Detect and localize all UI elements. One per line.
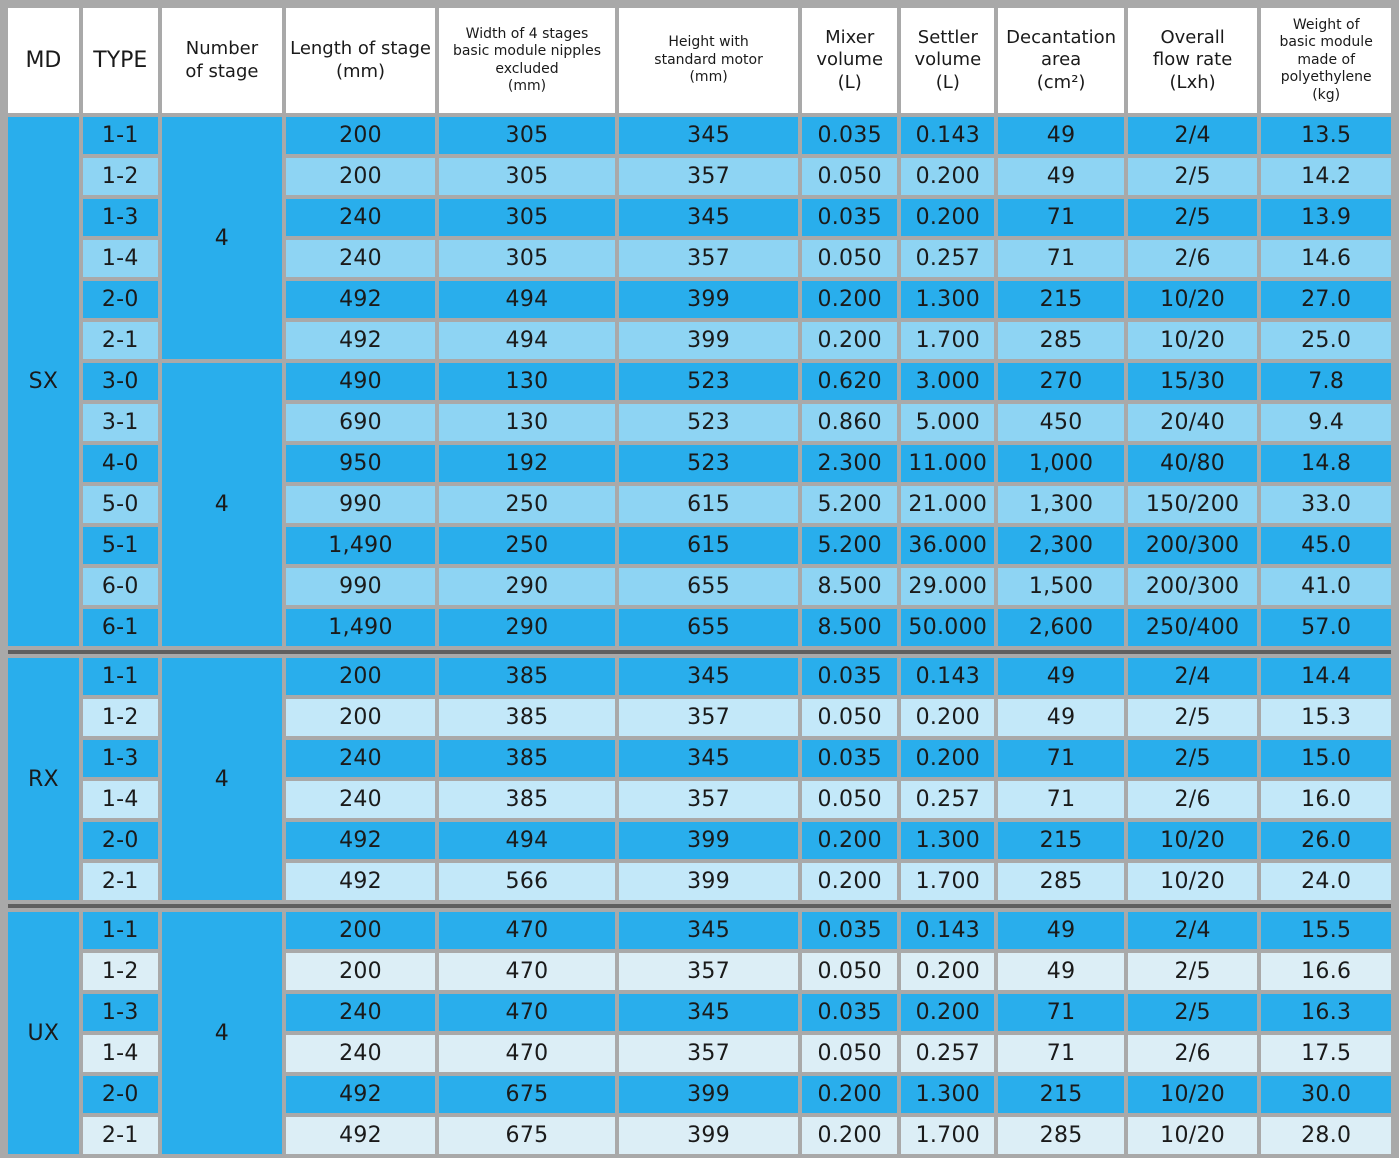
cell-mixer: 8.500 [802,568,897,605]
cell-mixer: 0.050 [802,240,897,277]
cell-length: 200 [286,117,435,154]
cell-type: 1-3 [83,740,158,777]
cell-settler: 5.000 [901,404,994,441]
cell-width: 675 [439,1117,615,1154]
cell-num-stage: 4 [162,912,282,1154]
cell-weight: 28.0 [1261,1117,1391,1154]
cell-decant: 2,300 [998,527,1123,564]
cell-mixer: 0.200 [802,822,897,859]
cell-type: 4-0 [83,445,158,482]
cell-flow: 2/5 [1128,953,1258,990]
cell-type: 1-2 [83,158,158,195]
cell-mixer: 0.050 [802,699,897,736]
cell-length: 990 [286,568,435,605]
cell-flow: 2/5 [1128,158,1258,195]
cell-length: 492 [286,863,435,900]
cell-length: 240 [286,1035,435,1072]
cell-width: 130 [439,363,615,400]
cell-mixer: 5.200 [802,527,897,564]
cell-mixer: 0.035 [802,199,897,236]
cell-mixer: 5.200 [802,486,897,523]
cell-length: 240 [286,740,435,777]
cell-flow: 10/20 [1128,1117,1258,1154]
cell-type: 3-1 [83,404,158,441]
header-weight: Weight of basic module made of polyethylene (kg) [1261,8,1391,113]
cell-decant: 71 [998,740,1123,777]
header-width: Width of 4 stages basic module nipples excluded (mm) [439,8,615,113]
cell-length: 200 [286,658,435,695]
cell-weight: 13.5 [1261,117,1391,154]
cell-decant: 215 [998,1076,1123,1113]
group-separator [8,650,1391,654]
cell-weight: 30.0 [1261,1076,1391,1113]
table-row [8,912,1391,949]
cell-decant: 71 [998,199,1123,236]
cell-mixer: 0.035 [802,740,897,777]
cell-mixer: 0.050 [802,158,897,195]
cell-length: 240 [286,994,435,1031]
cell-height: 523 [619,404,798,441]
header-height: Height with standard motor (mm) [619,8,798,113]
cell-height: 615 [619,486,798,523]
cell-weight: 15.3 [1261,699,1391,736]
cell-width: 250 [439,527,615,564]
cell-length: 200 [286,953,435,990]
cell-flow: 2/5 [1128,740,1258,777]
cell-height: 345 [619,117,798,154]
cell-type: 3-0 [83,363,158,400]
cell-height: 357 [619,953,798,990]
cell-width: 305 [439,117,615,154]
cell-length: 492 [286,322,435,359]
cell-length: 1,490 [286,609,435,646]
cell-width: 192 [439,445,615,482]
header-flow: Overall flow rate (Lxh) [1128,8,1258,113]
cell-weight: 15.0 [1261,740,1391,777]
cell-type: 1-3 [83,199,158,236]
cell-weight: 27.0 [1261,281,1391,318]
cell-width: 290 [439,609,615,646]
cell-height: 345 [619,740,798,777]
cell-width: 250 [439,486,615,523]
cell-num-stage: 4 [162,658,282,900]
cell-weight: 24.0 [1261,863,1391,900]
cell-height: 357 [619,1035,798,1072]
cell-decant: 215 [998,822,1123,859]
cell-width: 494 [439,822,615,859]
cell-flow: 2/6 [1128,1035,1258,1072]
cell-weight: 33.0 [1261,486,1391,523]
cell-length: 1,490 [286,527,435,564]
cell-settler: 50.000 [901,609,994,646]
cell-settler: 29.000 [901,568,994,605]
cell-settler: 0.200 [901,699,994,736]
cell-decant: 71 [998,240,1123,277]
cell-mixer: 0.035 [802,994,897,1031]
cell-flow: 2/4 [1128,912,1258,949]
cell-decant: 215 [998,281,1123,318]
cell-type: 2-0 [83,1076,158,1113]
cell-height: 399 [619,822,798,859]
cell-type: 6-0 [83,568,158,605]
cell-type: 5-0 [83,486,158,523]
cell-flow: 40/80 [1128,445,1258,482]
cell-decant: 49 [998,117,1123,154]
cell-decant: 270 [998,363,1123,400]
cell-length: 240 [286,240,435,277]
cell-flow: 200/300 [1128,527,1258,564]
cell-decant: 1,300 [998,486,1123,523]
cell-width: 470 [439,953,615,990]
cell-settler: 0.200 [901,199,994,236]
cell-num-stage: 4 [162,363,282,646]
cell-height: 399 [619,1076,798,1113]
cell-weight: 14.6 [1261,240,1391,277]
cell-width: 290 [439,568,615,605]
cell-weight: 13.9 [1261,199,1391,236]
cell-height: 357 [619,781,798,818]
cell-type: 2-0 [83,281,158,318]
cell-width: 385 [439,658,615,695]
cell-settler: 0.200 [901,953,994,990]
cell-weight: 45.0 [1261,527,1391,564]
table-row [8,363,1391,400]
cell-width: 130 [439,404,615,441]
cell-height: 357 [619,240,798,277]
cell-height: 345 [619,658,798,695]
cell-weight: 7.8 [1261,363,1391,400]
cell-flow: 150/200 [1128,486,1258,523]
cell-flow: 2/5 [1128,994,1258,1031]
cell-decant: 2,600 [998,609,1123,646]
cell-settler: 21.000 [901,486,994,523]
cell-type: 1-4 [83,1035,158,1072]
cell-width: 305 [439,240,615,277]
cell-decant: 49 [998,953,1123,990]
cell-width: 494 [439,322,615,359]
cell-weight: 14.2 [1261,158,1391,195]
cell-mixer: 2.300 [802,445,897,482]
cell-length: 240 [286,199,435,236]
table-row [8,658,1391,695]
cell-decant: 49 [998,912,1123,949]
cell-type: 1-1 [83,117,158,154]
cell-settler: 0.200 [901,740,994,777]
cell-mixer: 0.860 [802,404,897,441]
cell-flow: 2/5 [1128,199,1258,236]
cell-flow: 20/40 [1128,404,1258,441]
header-settler: Settler volume (L) [901,8,994,113]
header-length: Length of stage (mm) [286,8,435,113]
cell-settler: 0.143 [901,117,994,154]
cell-mixer: 0.035 [802,912,897,949]
cell-type: 1-3 [83,994,158,1031]
cell-decant: 49 [998,658,1123,695]
cell-height: 523 [619,363,798,400]
cell-flow: 2/4 [1128,117,1258,154]
cell-height: 357 [619,699,798,736]
cell-height: 345 [619,912,798,949]
cell-settler: 0.257 [901,781,994,818]
cell-height: 399 [619,1117,798,1154]
cell-flow: 2/6 [1128,240,1258,277]
cell-flow: 15/30 [1128,363,1258,400]
cell-settler: 0.143 [901,912,994,949]
cell-settler: 1.300 [901,281,994,318]
cell-weight: 14.4 [1261,658,1391,695]
cell-length: 200 [286,699,435,736]
cell-length: 950 [286,445,435,482]
cell-settler: 0.257 [901,1035,994,1072]
cell-flow: 2/5 [1128,699,1258,736]
cell-type: 6-1 [83,609,158,646]
cell-length: 240 [286,781,435,818]
cell-flow: 2/4 [1128,658,1258,695]
cell-weight: 16.0 [1261,781,1391,818]
md-label: SX [8,117,79,646]
cell-type: 2-1 [83,1117,158,1154]
cell-type: 1-2 [83,699,158,736]
cell-flow: 10/20 [1128,1076,1258,1113]
header-type: TYPE [83,8,158,113]
cell-flow: 2/6 [1128,781,1258,818]
cell-flow: 200/300 [1128,568,1258,605]
cell-mixer: 0.200 [802,281,897,318]
cell-flow: 10/20 [1128,863,1258,900]
cell-type: 5-1 [83,527,158,564]
separator-line [8,650,1391,654]
cell-type: 1-4 [83,240,158,277]
header-row [8,8,1391,113]
spec-table [4,4,1395,1158]
header-decant: Decantation area (cm²) [998,8,1123,113]
cell-weight: 15.5 [1261,912,1391,949]
cell-width: 385 [439,740,615,777]
cell-length: 990 [286,486,435,523]
cell-weight: 57.0 [1261,609,1391,646]
cell-height: 655 [619,609,798,646]
cell-height: 523 [619,445,798,482]
cell-weight: 41.0 [1261,568,1391,605]
cell-decant: 1,500 [998,568,1123,605]
cell-height: 399 [619,863,798,900]
cell-width: 470 [439,994,615,1031]
group-separator [8,904,1391,908]
cell-decant: 71 [998,1035,1123,1072]
cell-mixer: 0.200 [802,322,897,359]
cell-decant: 285 [998,863,1123,900]
cell-length: 492 [286,281,435,318]
cell-type: 2-1 [83,863,158,900]
cell-length: 492 [286,822,435,859]
cell-width: 675 [439,1076,615,1113]
cell-settler: 1.700 [901,1117,994,1154]
cell-height: 345 [619,199,798,236]
cell-width: 470 [439,1035,615,1072]
cell-type: 1-2 [83,953,158,990]
cell-type: 1-1 [83,658,158,695]
cell-weight: 17.5 [1261,1035,1391,1072]
cell-mixer: 0.200 [802,1076,897,1113]
cell-flow: 10/20 [1128,822,1258,859]
cell-weight: 14.8 [1261,445,1391,482]
cell-decant: 450 [998,404,1123,441]
cell-weight: 25.0 [1261,322,1391,359]
cell-height: 399 [619,281,798,318]
header-num-stage: Number of stage [162,8,282,113]
md-label: UX [8,912,79,1154]
cell-weight: 9.4 [1261,404,1391,441]
spec-body [8,117,1391,1154]
cell-length: 490 [286,363,435,400]
cell-width: 494 [439,281,615,318]
cell-settler: 1.300 [901,822,994,859]
header-md: MD [8,8,79,113]
cell-type: 1-1 [83,912,158,949]
cell-mixer: 0.200 [802,863,897,900]
cell-length: 200 [286,912,435,949]
cell-mixer: 0.200 [802,1117,897,1154]
cell-width: 385 [439,781,615,818]
cell-weight: 26.0 [1261,822,1391,859]
cell-mixer: 0.050 [802,781,897,818]
cell-settler: 0.200 [901,158,994,195]
cell-height: 655 [619,568,798,605]
cell-settler: 0.143 [901,658,994,695]
cell-settler: 36.000 [901,527,994,564]
cell-length: 492 [286,1117,435,1154]
cell-mixer: 0.035 [802,117,897,154]
header-mixer: Mixer volume (L) [802,8,897,113]
cell-height: 345 [619,994,798,1031]
cell-decant: 285 [998,1117,1123,1154]
md-label: RX [8,658,79,900]
cell-decant: 49 [998,158,1123,195]
cell-length: 492 [286,1076,435,1113]
cell-flow: 10/20 [1128,281,1258,318]
cell-settler: 0.257 [901,240,994,277]
cell-type: 2-0 [83,822,158,859]
cell-width: 305 [439,158,615,195]
cell-type: 2-1 [83,322,158,359]
cell-weight: 16.6 [1261,953,1391,990]
cell-settler: 0.200 [901,994,994,1031]
cell-decant: 49 [998,699,1123,736]
cell-length: 200 [286,158,435,195]
cell-weight: 16.3 [1261,994,1391,1031]
cell-height: 357 [619,158,798,195]
cell-type: 1-4 [83,781,158,818]
cell-mixer: 0.620 [802,363,897,400]
cell-width: 470 [439,912,615,949]
cell-width: 566 [439,863,615,900]
cell-num-stage: 4 [162,117,282,359]
cell-mixer: 0.050 [802,1035,897,1072]
cell-length: 690 [286,404,435,441]
cell-decant: 285 [998,322,1123,359]
cell-mixer: 0.050 [802,953,897,990]
cell-settler: 1.700 [901,863,994,900]
cell-settler: 1.300 [901,1076,994,1113]
cell-flow: 250/400 [1128,609,1258,646]
cell-settler: 3.000 [901,363,994,400]
cell-width: 385 [439,699,615,736]
cell-height: 399 [619,322,798,359]
cell-height: 615 [619,527,798,564]
cell-width: 305 [439,199,615,236]
cell-decant: 1,000 [998,445,1123,482]
separator-line [8,904,1391,908]
cell-flow: 10/20 [1128,322,1258,359]
cell-decant: 71 [998,994,1123,1031]
cell-settler: 1.700 [901,322,994,359]
cell-mixer: 0.035 [802,658,897,695]
cell-settler: 11.000 [901,445,994,482]
cell-mixer: 8.500 [802,609,897,646]
cell-decant: 71 [998,781,1123,818]
table-row [8,117,1391,154]
